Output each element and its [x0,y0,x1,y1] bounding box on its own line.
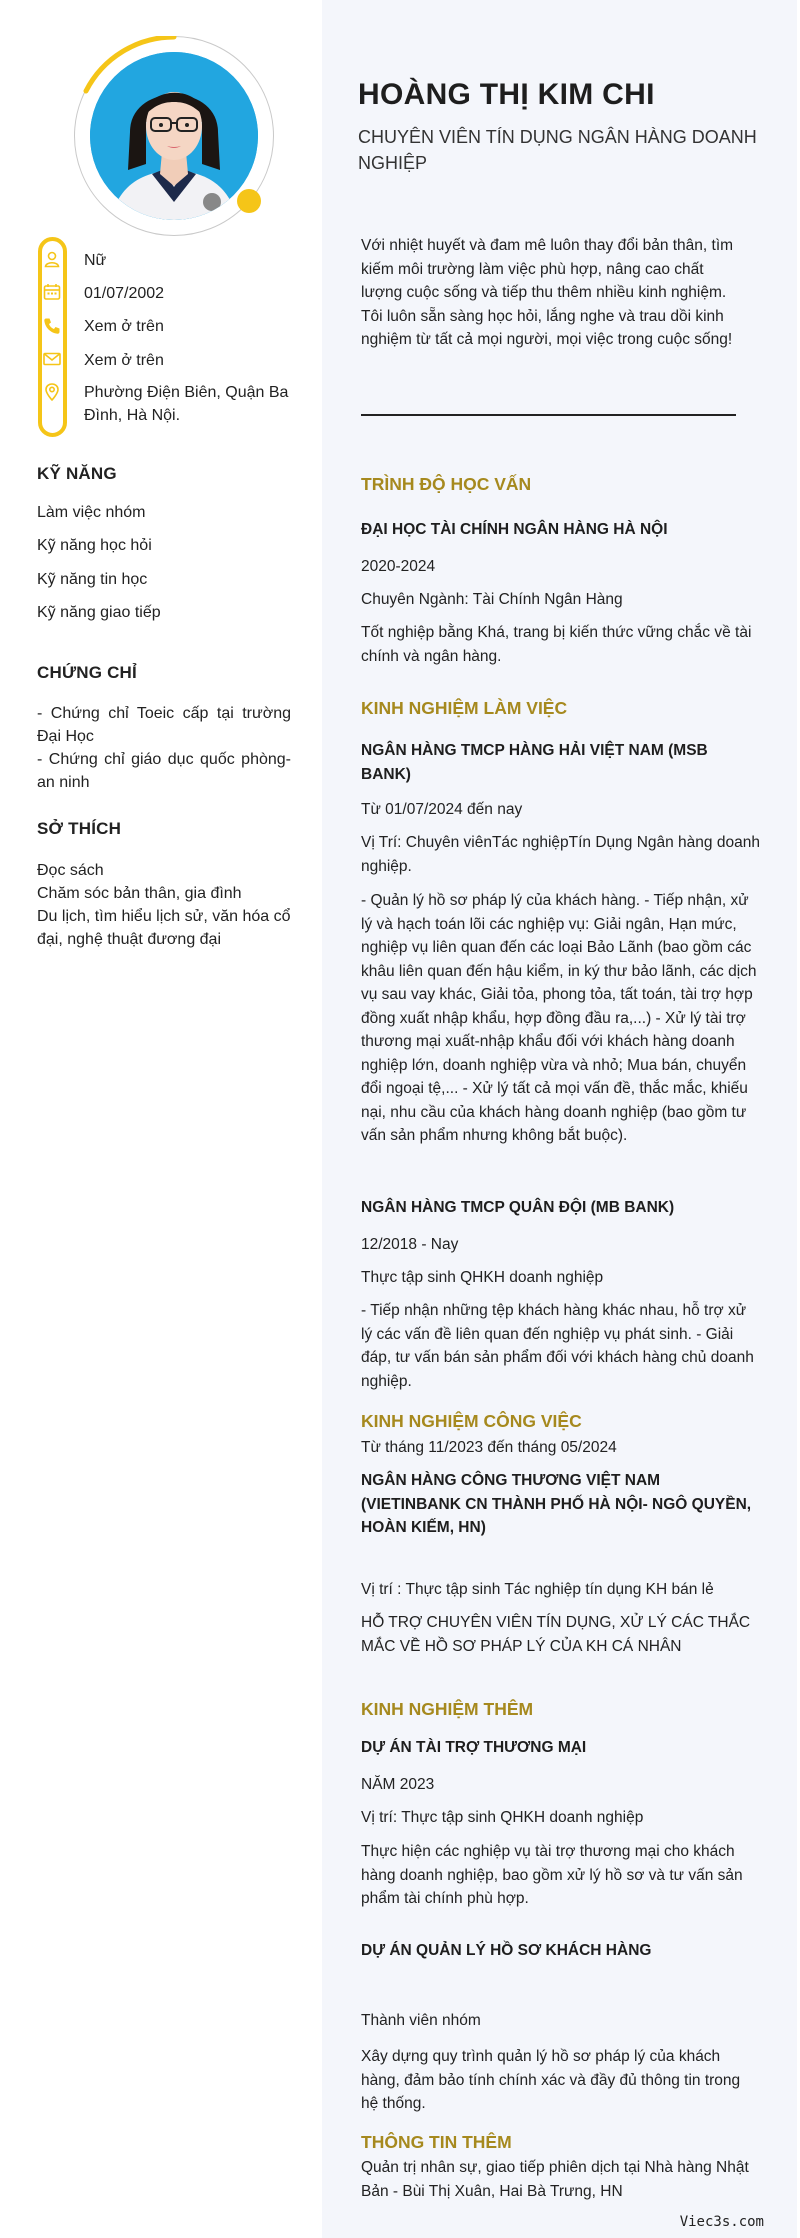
experience2-description: HỖ TRỢ CHUYÊN VIÊN TÍN DỤNG, XỬ LÝ CÁC THẮC MẮC VỀ HỒ SƠ PHÁP LÝ CỦA KH CÁ NHÂN [361,1614,751,1655]
mail-icon [41,348,63,370]
project-description: Xây dựng quy trình quản lý hồ sơ pháp lý của khách hàng, đảm bảo tính chính xác và đầy đủ thông tin trong hệ thống. [361,2048,741,2112]
job-position: Thực tập sinh QHKH doanh nghiệp [361,1269,604,1286]
skill-item: Kỹ năng tin học [37,571,148,588]
candidate-name: HOÀNG THỊ KIM CHI [358,78,655,111]
contact-gender: Nữ [84,252,107,269]
experience2-period: Từ tháng 11/2023 đến tháng 05/2024 [361,1439,617,1456]
user-icon [41,248,63,270]
project-name: DỰ ÁN TÀI TRỢ THƯƠNG MẠI [361,1739,587,1756]
contact-email: Xem ở trên [84,352,164,369]
certificates-list [37,702,291,794]
job-description: - Quản lý hồ sơ pháp lý của khách hàng. - Tiếp nhận, xử lý và hạch toán lõi các nghiệp vụ: Giải ngân, Hạn mức, nghiệp vụ liên quan đến các loại Bảo Lãnh (bao gồm các khâu liên quan đến hậu kiểm, in ký thư bảo lãnh, các dịch vụ sau vay khác, Giải tỏa, phong tỏa, tất toán, tài trợ hợp đồng xuất nhập khẩu, hợp đồng đầu ra,...) - Xử lý tài trợ thương mại xuất-nhập khẩu đối với khách hàng doanh nghiệp lớn, doanh nghiệp vừa và nhỏ; Mua bán, chuyển đổi ngoại tệ,... - Xử lý tất cả mọi vấn đề, thắc mắc, khiếu nại, nhu cầu của khách hàng doanh nghiệp (bao gồm tư vấn sản phẩm nhưng không bắt buộc). [361,892,757,1144]
experience2-position: Vị trí : Thực tập sinh Tác nghiệp tín dụng KH bán lẻ [361,1581,714,1598]
hobbies-list [37,859,307,951]
hobby-item: Chăm sóc bản thân, gia đình [37,885,242,902]
project-name: DỰ ÁN QUẢN LÝ HỒ SƠ KHÁCH HÀNG [361,1942,652,1959]
career-summary: Với nhiệt huyết và đam mê luôn thay đổi bản thân, tìm kiếm môi trường làm việc phù hợp, nâng cao chất lượng cuộc sống và tiếp thu thêm nhiều kinh nghiệm. Tôi luôn sẵn sàng học hỏi, lắng nghe và trau dồi kinh nghiệm từ tất cả mọi người, mọi việc trong cuộc sống! [361,237,734,348]
job-position: Vị Trí: Chuyên viênTác nghiệpTín Dụng Ngân hàng doanh nghiệp. [361,834,760,875]
avatar-accent-dot [237,189,261,213]
additional-info-title: THÔNG TIN THÊM [361,2132,512,2152]
location-icon [41,381,63,403]
certificate-item: - Chứng chỉ giáo dục quốc phòng-an ninh [37,751,291,791]
job-period: 12/2018 - Nay [361,1236,459,1253]
hobby-item: Đọc sách [37,862,104,879]
project-role: Vị trí: Thực tập sinh QHKH doanh nghiệp [361,1809,644,1826]
education-description: Tốt nghiệp bằng Khá, trang bị kiến thức vững chắc về tài chính và ngân hàng. [361,624,752,665]
contact-address: Phường Điện Biên, Quận Ba Đình, Hà Nội. [84,384,289,424]
contact-phone: Xem ở trên [84,318,164,335]
watermark: Viec3s.com [679,2214,764,2230]
job-company: NGÂN HÀNG TMCP HÀNG HẢI VIỆT NAM (MSB BANK) [361,742,708,783]
experience2-title: KINH NGHIỆM CÔNG VIỆC [361,1411,582,1431]
job-company: NGÂN HÀNG TMCP QUÂN ĐỘI (MB BANK) [361,1199,675,1216]
additional-info-text: Quản trị nhân sự, giao tiếp phiên dịch tại Nhà hàng Nhật Bản - Bùi Thị Xuân, Hai Bà Trưng, HN [361,2159,749,2200]
hobbies-title: SỞ THÍCH [37,819,122,838]
left-column [0,0,322,2238]
hobby-item: Du lịch, tìm hiểu lịch sử, văn hóa cổ đại, nghệ thuật đương đại [37,908,291,948]
profile-photo [90,52,258,220]
section-divider [361,414,736,416]
skills-title: KỸ NĂNG [37,464,117,483]
education-school: ĐẠI HỌC TÀI CHÍNH NGÂN HÀNG HÀ NỘI [361,521,668,538]
skill-item: Làm việc nhóm [37,504,146,521]
project-year: NĂM 2023 [361,1776,435,1793]
experience-title: KINH NGHIỆM LÀM VIỆC [361,698,568,718]
calendar-icon [41,281,63,303]
skill-item: Kỹ năng học hỏi [37,537,152,554]
experience2-company: NGÂN HÀNG CÔNG THƯƠNG VIỆT NAM (VIETINBANK CN THÀNH PHỐ HÀ NỘI- NGÔ QUYỀN, HOÀN KIẾM, HN) [361,1472,752,1536]
job-period: Từ 01/07/2024 đến nay [361,801,523,818]
avatar [74,36,274,236]
project-description: Thực hiện các nghiệp vụ tài trợ thương mại cho khách hàng doanh nghiệp, bao gồm xử lý hồ sơ và tư vấn sản phẩm tài chính phù hợp. [361,1843,743,1907]
extra-experience-title: KINH NGHIỆM THÊM [361,1699,534,1719]
certificate-item: - Chứng chỉ Toeic cấp tại trường Đại Học [37,705,291,745]
education-period: 2020-2024 [361,558,436,575]
job-title: CHUYÊN VIÊN TÍN DỤNG NGÂN HÀNG DOANH NGHIỆP [358,127,757,173]
phone-icon [41,315,63,337]
project-role: Thành viên nhóm [361,2012,481,2029]
skill-item: Kỹ năng giao tiếp [37,604,161,621]
education-title: TRÌNH ĐỘ HỌC VẤN [361,474,532,494]
education-major: Chuyên Ngành: Tài Chính Ngân Hàng [361,591,623,608]
certificates-title: CHỨNG CHỈ [37,663,137,682]
job-description: - Tiếp nhận những tệp khách hàng khác nhau, hỗ trợ xử lý các vấn đề liên quan đến nghiệp vụ phát sinh. - Giải đáp, tư vấn bán sản phẩm đối với khách hàng chủ doanh nghiệp. [361,1302,754,1390]
contact-dob: 01/07/2002 [84,285,165,302]
